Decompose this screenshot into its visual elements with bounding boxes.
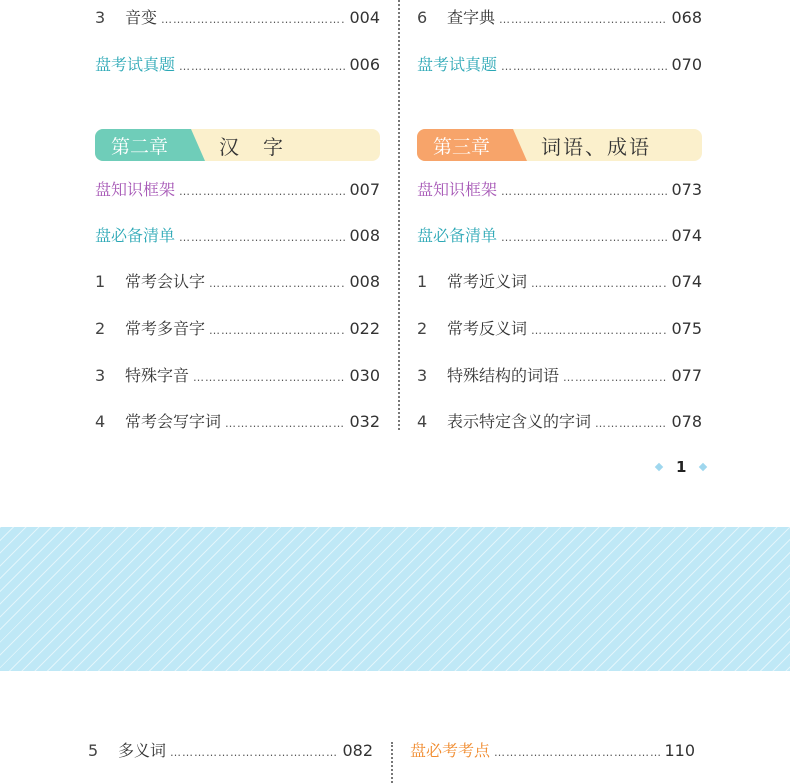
chapter-badge-label: 第二章	[111, 135, 169, 158]
dot-leader	[161, 10, 345, 30]
entry-page: 082	[342, 741, 373, 760]
entry-title: 常考近义词	[447, 272, 528, 291]
entry-page: 077	[671, 366, 702, 385]
toc-entry[interactable]	[95, 272, 380, 294]
column-divider	[398, 0, 400, 430]
toc-entry-framework[interactable]	[417, 180, 702, 202]
toc-entry[interactable]	[417, 8, 702, 30]
chapter-title: 汉 字	[219, 134, 285, 159]
dot-leader	[499, 10, 667, 30]
diamond-icon	[699, 463, 707, 471]
entry-title: 常考会认字	[125, 272, 206, 291]
toc-entry[interactable]	[88, 741, 373, 763]
entry-title: 盘考试真题	[95, 55, 176, 74]
chapter-badge-label: 第三章	[433, 135, 491, 158]
entry-page: 007	[349, 180, 380, 199]
toc-entry-key-points[interactable]	[410, 741, 695, 763]
toc-entry-exam[interactable]	[95, 55, 380, 77]
dot-leader	[501, 182, 667, 202]
entry-number: 2	[417, 319, 428, 338]
entry-page: 078	[671, 412, 702, 431]
chapter-badge	[417, 129, 513, 161]
dot-leader	[179, 182, 345, 202]
entry-title: 盘必备清单	[95, 226, 176, 245]
entry-number: 3	[95, 366, 106, 385]
entry-page: 008	[349, 272, 380, 291]
entry-page: 068	[671, 8, 702, 27]
entry-title: 盘知识框架	[417, 180, 498, 199]
entry-title: 多义词	[118, 741, 167, 760]
dot-leader	[595, 414, 667, 434]
toc-entry-exam[interactable]	[417, 55, 702, 77]
dot-leader	[494, 743, 660, 763]
toc-entry-checklist[interactable]	[95, 226, 380, 248]
toc-entry-checklist[interactable]	[417, 226, 702, 248]
entry-title: 特殊结构的词语	[447, 366, 560, 385]
toc-entry[interactable]	[417, 366, 702, 388]
dot-leader	[225, 414, 345, 434]
entry-page: 022	[349, 319, 380, 338]
entry-page: 074	[671, 226, 702, 245]
toc-entry[interactable]	[95, 319, 380, 341]
entry-page: 008	[349, 226, 380, 245]
entry-number: 4	[95, 412, 106, 431]
chapter-badge	[95, 129, 191, 161]
page-separator-band	[0, 527, 790, 671]
dot-leader	[179, 228, 345, 248]
diamond-icon	[655, 463, 663, 471]
entry-number: 1	[95, 272, 106, 291]
entry-title: 音变	[125, 8, 158, 27]
dot-leader	[170, 743, 338, 763]
toc-entry[interactable]	[417, 272, 702, 294]
toc-entry[interactable]	[95, 8, 380, 30]
entry-page: 032	[349, 412, 380, 431]
chapter-header-3[interactable]	[417, 129, 702, 161]
entry-title: 盘考试真题	[417, 55, 498, 74]
toc-entry-framework[interactable]	[95, 180, 380, 202]
chapter-header-2[interactable]	[95, 129, 380, 161]
entry-number: 3	[417, 366, 428, 385]
entry-title: 盘必考考点	[410, 741, 491, 760]
dot-leader	[531, 321, 667, 341]
entry-number: 4	[417, 412, 428, 431]
entry-number: 3	[95, 8, 106, 27]
entry-page: 074	[671, 272, 702, 291]
entry-number: 2	[95, 319, 106, 338]
dot-leader	[501, 228, 667, 248]
entry-page: 075	[671, 319, 702, 338]
entry-title: 查字典	[447, 8, 496, 27]
entry-page: 110	[664, 741, 695, 760]
toc-entry[interactable]	[95, 366, 380, 388]
chapter-title: 词语、成语	[541, 134, 651, 159]
dot-leader	[209, 321, 345, 341]
toc-entry[interactable]	[95, 412, 380, 434]
entry-title: 常考多音字	[125, 319, 206, 338]
dot-leader	[501, 57, 667, 77]
dot-leader	[563, 368, 667, 388]
entry-title: 常考会写字词	[125, 412, 222, 431]
toc-entry[interactable]	[417, 319, 702, 341]
entry-page: 070	[671, 55, 702, 74]
entry-number: 6	[417, 8, 428, 27]
entry-page: 073	[671, 180, 702, 199]
column-divider	[391, 742, 393, 783]
page-number	[656, 458, 706, 476]
entry-title: 常考反义词	[447, 319, 528, 338]
entry-page: 004	[349, 8, 380, 27]
entry-title: 特殊字音	[125, 366, 190, 385]
entry-number: 1	[417, 272, 428, 291]
dot-leader	[531, 274, 667, 294]
entry-page: 006	[349, 55, 380, 74]
dot-leader	[179, 57, 345, 77]
entry-title: 盘必备清单	[417, 226, 498, 245]
entry-number: 5	[88, 741, 99, 760]
entry-title: 盘知识框架	[95, 180, 176, 199]
dot-leader	[193, 368, 345, 388]
entry-title: 表示特定含义的字词	[447, 412, 592, 431]
page-number-value: 1	[676, 458, 687, 476]
entry-page: 030	[349, 366, 380, 385]
dot-leader	[209, 274, 345, 294]
toc-entry[interactable]	[417, 412, 702, 434]
